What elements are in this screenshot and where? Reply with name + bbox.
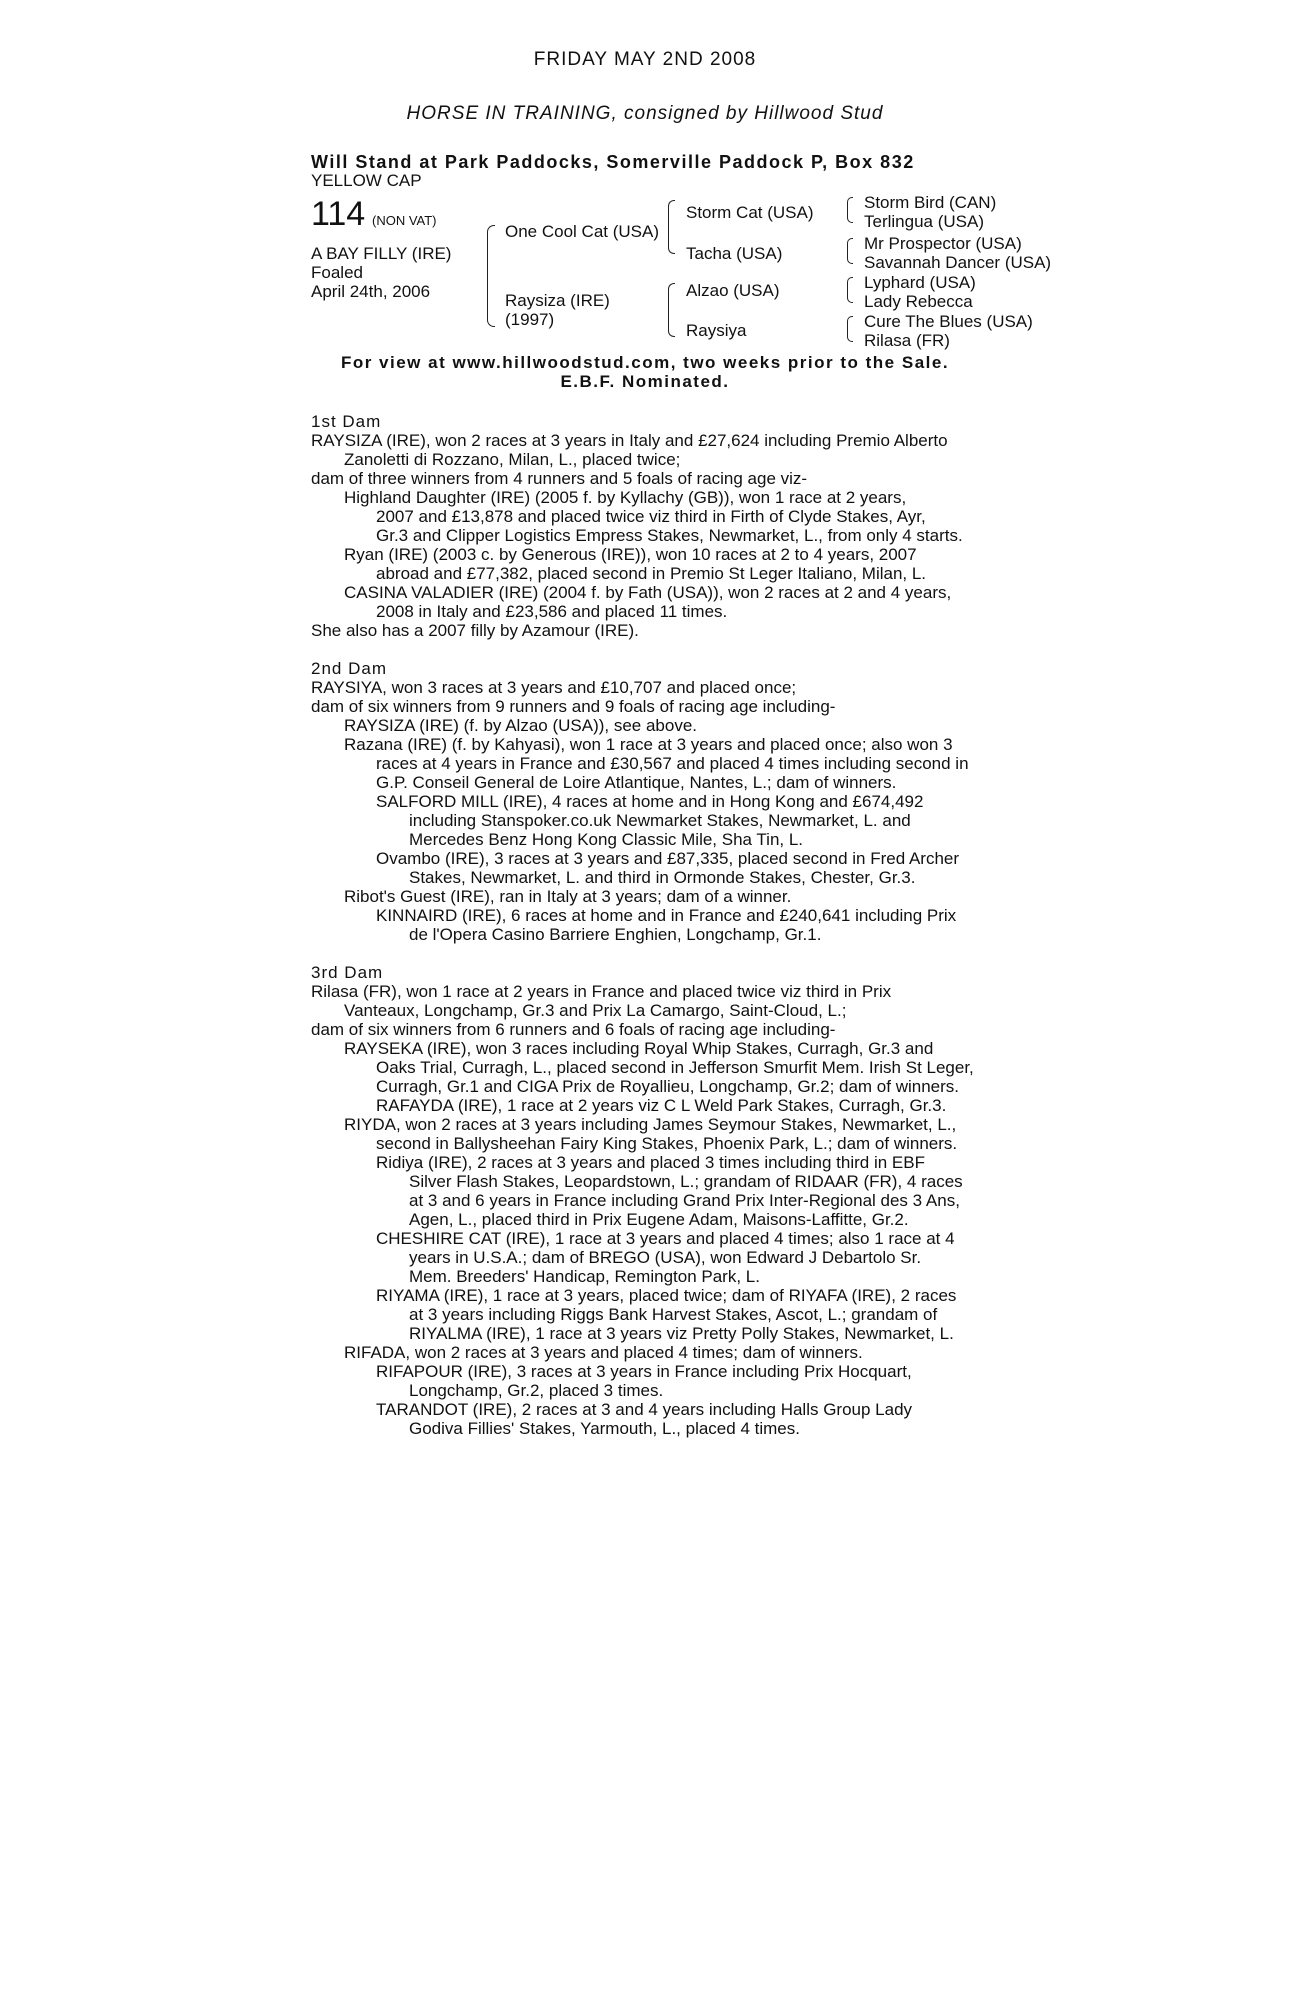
foaled-date: April 24th, 2006 (311, 282, 431, 301)
page-subtitle: HORSE IN TRAINING, consigned by Hillwood Stud (406, 103, 884, 124)
pedigree-brace-g4 (847, 316, 853, 342)
lot-number: 114 (311, 195, 366, 233)
third-dam-line: TARANDOT (IRE), 2 races at 3 and 4 years including Halls Group Lady (376, 1400, 913, 1419)
pedigree-g2: Terlingua (USA) (864, 212, 984, 231)
first-dam-line: CASINA VALADIER (IRE) (2004 f. by Fath (USA)), won 2 races at 2 and 4 years, (344, 583, 952, 602)
third-dam-line: RAYSEKA (IRE), won 3 races including Royal Whip Stakes, Curragh, Gr.3 and (344, 1039, 934, 1058)
pedigree-g8: Rilasa (FR) (864, 331, 950, 350)
first-dam-line: Zanoletti di Rozzano, Milan, L., placed twice; (344, 450, 681, 469)
second-dam-line: de l'Opera Casino Barriere Enghien, Longchamp, Gr.1. (409, 925, 822, 944)
pedigree-g1: Storm Bird (CAN) (864, 193, 997, 212)
first-dam-line: dam of three winners from 4 runners and 5 foals of racing age viz- (311, 469, 808, 488)
second-dam-line: Mercedes Benz Hong Kong Classic Mile, Sha Tin, L. (409, 830, 804, 849)
pedigree-brace-dam (668, 283, 675, 337)
first-dam-line: 2007 and £13,878 and placed twice viz third in Firth of Clyde Stakes, Ayr, (376, 507, 926, 526)
third-dam-line: Rilasa (FR), won 1 race at 2 years in France and placed twice viz third in Prix (311, 982, 892, 1001)
pedigree-brace-g2 (847, 238, 853, 264)
first-dam-line: Gr.3 and Clipper Logistics Empress Stakes, Newmarket, L., from only 4 starts. (376, 526, 963, 545)
first-dam-line: Ryan (IRE) (2003 c. by Generous (IRE)), won 10 races at 2 to 4 years, 2007 (344, 545, 917, 564)
pedigree-brace-g3 (847, 277, 853, 303)
lot-description: A BAY FILLY (IRE) (311, 244, 452, 263)
pedigree-g4: Savannah Dancer (USA) (864, 253, 1052, 272)
third-dam-line: Vanteaux, Longchamp, Gr.3 and Prix La Camargo, Saint-Cloud, L.; (344, 1001, 847, 1020)
third-dam-line: RIYAMA (IRE), 1 race at 3 years, placed twice; dam of RIYAFA (IRE), 2 races (376, 1286, 957, 1305)
second-dam-line: races at 4 years in France and £30,567 and placed 4 times including second in (376, 754, 969, 773)
view-note: For view at www.hillwoodstud.com, two weeks prior to the Sale. (340, 353, 950, 372)
first-dam-line: She also has a 2007 filly by Azamour (IRE). (311, 621, 639, 640)
pedigree-dam-dam: Raysiya (686, 321, 747, 340)
first-dam-line: Highland Daughter (IRE) (2005 f. by Kyllachy (GB)), won 1 race at 2 years, (344, 488, 907, 507)
foaled-label: Foaled (311, 263, 363, 282)
sale-date: FRIDAY MAY 2ND 2008 (533, 49, 757, 70)
third-dam-line: Mem. Breeders' Handicap, Remington Park, L. (409, 1267, 760, 1286)
third-dam-line: CHESHIRE CAT (IRE), 1 race at 3 years and placed 4 times; also 1 race at 4 (376, 1229, 955, 1248)
pedigree-g3: Mr Prospector (USA) (864, 234, 1022, 253)
second-dam-line: KINNAIRD (IRE), 6 races at home and in France and £240,641 including Prix (376, 906, 957, 925)
third-dam-line: Ridiya (IRE), 2 races at 3 years and placed 3 times including third in EBF (376, 1153, 925, 1172)
second-dam-heading: 2nd Dam (311, 659, 387, 678)
first-dam-line: RAYSIZA (IRE), won 2 races at 3 years in Italy and £27,624 including Premio Alberto (311, 431, 948, 450)
second-dam-line: Razana (IRE) (f. by Kahyasi), won 1 race at 3 years and placed once; also won 3 (344, 735, 953, 754)
third-dam-line: at 3 years including Riggs Bank Harvest Stakes, Ascot, L.; grandam of (409, 1305, 938, 1324)
third-dam-line: years in U.S.A.; dam of BREGO (USA), won Edward J Debartolo Sr. (409, 1248, 922, 1267)
third-dam-line: Agen, L., placed third in Prix Eugene Adam, Maisons-Laffitte, Gr.2. (409, 1210, 909, 1229)
third-dam-line: at 3 and 6 years in France including Grand Prix Inter-Regional des 3 Ans, (409, 1191, 960, 1210)
pedigree-g7: Cure The Blues (USA) (864, 312, 1033, 331)
pedigree-dam-sire: Alzao (USA) (686, 281, 780, 300)
third-dam-line: RIYDA, won 2 races at 3 years including James Seymour Stakes, Newmarket, L., (344, 1115, 957, 1134)
third-dam-line: Oaks Trial, Curragh, L., placed second in Jefferson Smurfit Mem. Irish St Leger, (376, 1058, 974, 1077)
vat-status: (NON VAT) (372, 213, 437, 228)
second-dam-line: RAYSIYA, won 3 races at 3 years and £10,707 and placed once; (311, 678, 797, 697)
third-dam-line: RIFADA, won 2 races at 3 years and placed 4 times; dam of winners. (344, 1343, 863, 1362)
pedigree-dam: Raysiza (IRE) (505, 291, 610, 310)
pedigree-sire-dam: Tacha (USA) (686, 244, 783, 263)
third-dam-line: RAFAYDA (IRE), 1 race at 2 years viz C L Weld Park Stakes, Curragh, Gr.3. (376, 1096, 947, 1115)
third-dam-line: Longchamp, Gr.2, placed 3 times. (409, 1381, 664, 1400)
pedigree-dam-year: (1997) (505, 310, 555, 329)
pedigree-g6: Lady Rebecca (864, 292, 973, 311)
third-dam-line: Godiva Fillies' Stakes, Yarmouth, L., placed 4 times. (409, 1419, 800, 1438)
stand-location: Will Stand at Park Paddocks, Somerville Paddock P, Box 832 (311, 152, 915, 172)
pedigree-brace-main (487, 225, 495, 327)
pedigree-brace-g1 (847, 197, 853, 223)
third-dam-line: RIFAPOUR (IRE), 3 races at 3 years in France including Prix Hocquart, (376, 1362, 912, 1381)
second-dam-line: RAYSIZA (IRE) (f. by Alzao (USA)), see above. (344, 716, 698, 735)
second-dam-line: SALFORD MILL (IRE), 4 races at home and in Hong Kong and £674,492 (376, 792, 924, 811)
ebf-note: E.B.F. Nominated. (560, 372, 730, 391)
second-dam-line: Ribot's Guest (IRE), ran in Italy at 3 years; dam of a winner. (344, 887, 792, 906)
pedigree-sire-sire: Storm Cat (USA) (686, 203, 814, 222)
first-dam-line: abroad and £77,382, placed second in Premio St Leger Italiano, Milan, L. (376, 564, 927, 583)
second-dam-line: Ovambo (IRE), 3 races at 3 years and £87,335, placed second in Fred Archer (376, 849, 960, 868)
third-dam-line: dam of six winners from 6 runners and 6 foals of racing age including- (311, 1020, 836, 1039)
third-dam-heading: 3rd Dam (311, 963, 384, 982)
third-dam-line: Silver Flash Stakes, Leopardstown, L.; grandam of RIDAAR (FR), 4 races (409, 1172, 963, 1191)
third-dam-line: second in Ballysheehan Fairy King Stakes, Phoenix Park, L.; dam of winners. (376, 1134, 958, 1153)
pedigree-g5: Lyphard (USA) (864, 273, 976, 292)
third-dam-line: RIYALMA (IRE), 1 race at 3 years viz Pretty Polly Stakes, Newmarket, L. (409, 1324, 954, 1343)
pedigree-brace-sire (668, 200, 675, 254)
pedigree-sire: One Cool Cat (USA) (505, 222, 659, 241)
third-dam-line: Curragh, Gr.1 and CIGA Prix de Royallieu, Longchamp, Gr.2; dam of winners. (376, 1077, 960, 1096)
second-dam-line: dam of six winners from 9 runners and 9 foals of racing age including- (311, 697, 836, 716)
cap-colour: YELLOW CAP (311, 171, 422, 190)
first-dam-line: 2008 in Italy and £23,586 and placed 11 times. (376, 602, 728, 621)
second-dam-line: Stakes, Newmarket, L. and third in Ormonde Stakes, Chester, Gr.3. (409, 868, 916, 887)
first-dam-heading: 1st Dam (311, 412, 382, 431)
second-dam-line: G.P. Conseil General de Loire Atlantique, Nantes, L.; dam of winners. (376, 773, 897, 792)
second-dam-line: including Stanspoker.co.uk Newmarket Stakes, Newmarket, L. and (409, 811, 911, 830)
